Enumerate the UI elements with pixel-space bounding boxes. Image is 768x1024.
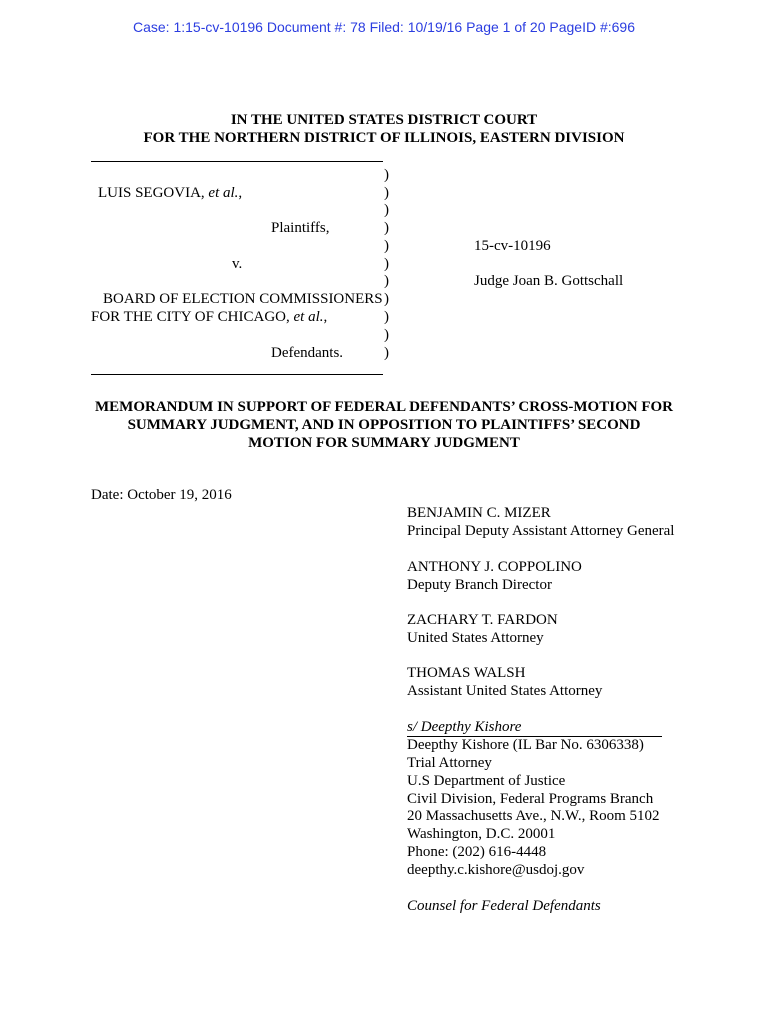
defendant-name-line2: FOR THE CITY OF CHICAGO, et al., [91, 309, 328, 325]
attorney-title: Trial Attorney [407, 755, 492, 771]
attorney-department: U.S Department of Justice [407, 773, 566, 789]
signatory-name: ZACHARY T. FARDON [407, 612, 558, 628]
filing-date: Date: October 19, 2016 [91, 487, 232, 503]
caption-paren: ) [384, 309, 389, 325]
attorney-address: 20 Massachusetts Ave., N.W., Room 5102 [407, 808, 660, 824]
caption-paren: ) [384, 185, 389, 201]
signatory-name: THOMAS WALSH [407, 665, 526, 681]
caption-bottom-rule [91, 374, 383, 375]
caption-paren: ) [384, 345, 389, 361]
signatory-title: Deputy Branch Director [407, 577, 552, 593]
caption-top-rule [91, 161, 383, 162]
plaintiffs-label: Plaintiffs, [271, 220, 330, 236]
plaintiff-name: LUIS SEGOVIA, et al., [98, 185, 243, 201]
attorney-email: deepthy.c.kishore@usdoj.gov [407, 862, 585, 878]
counsel-designation: Counsel for Federal Defendants [407, 898, 601, 914]
signatory-name: BENJAMIN C. MIZER [407, 505, 551, 521]
attorney-phone: Phone: (202) 616-4448 [407, 844, 547, 860]
caption-paren: ) [384, 327, 389, 343]
signatory-title: Assistant United States Attorney [407, 683, 603, 699]
case-number: 15-cv-10196 [474, 238, 551, 254]
versus: v. [232, 256, 243, 272]
court-district: FOR THE NORTHERN DISTRICT OF ILLINOIS, EASTERN DIVISION [143, 130, 625, 146]
caption-paren: ) [384, 167, 389, 183]
judge-name: Judge Joan B. Gottschall [474, 273, 624, 289]
signatory-title: Principal Deputy Assistant Attorney General [407, 523, 675, 539]
signatory-title: United States Attorney [407, 630, 544, 646]
electronic-signature: s/ Deepthy Kishore [407, 718, 662, 737]
defendant-name-line1: BOARD OF ELECTION COMMISSIONERS [103, 291, 383, 307]
caption-paren: ) [384, 256, 389, 272]
attorney-division: Civil Division, Federal Programs Branch [407, 791, 654, 807]
ecf-header-stamp: Case: 1:15-cv-10196 Document #: 78 Filed: 10/19/16 Page 1 of 20 PageID #:696 [133, 19, 635, 35]
court-name: IN THE UNITED STATES DISTRICT COURT [230, 112, 538, 128]
memo-title-line2: SUMMARY JUDGMENT, AND IN OPPOSITION TO PLAINTIFFS’ SECOND [127, 417, 641, 433]
caption-paren: ) [384, 220, 389, 236]
attorney-city: Washington, D.C. 20001 [407, 826, 556, 842]
memo-title-line3: MOTION FOR SUMMARY JUDGMENT [248, 435, 520, 451]
caption-paren: ) [384, 202, 389, 218]
defendants-label: Defendants. [271, 345, 344, 361]
attorney-name: Deepthy Kishore (IL Bar No. 6306338) [407, 737, 644, 753]
caption-paren: ) [384, 238, 389, 254]
signatory-name: ANTHONY J. COPPOLINO [407, 559, 582, 575]
memo-title-line1: MEMORANDUM IN SUPPORT OF FEDERAL DEFENDANTS’ CROSS-MOTION FOR [95, 399, 673, 415]
caption-paren: ) [384, 291, 389, 307]
caption-paren: ) [384, 273, 389, 289]
